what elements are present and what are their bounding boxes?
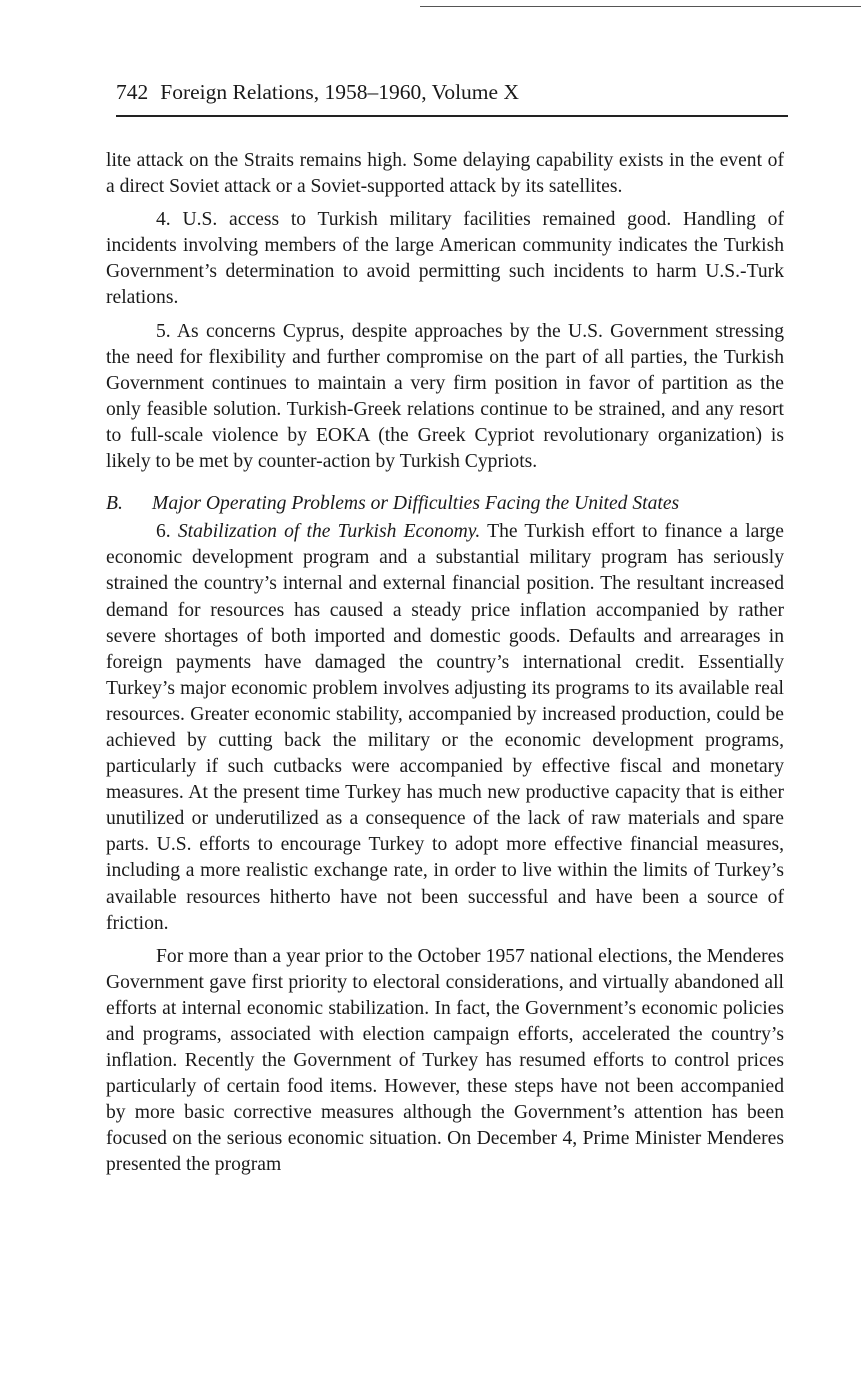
page-body [106,148,784,1179]
section-title: Major Operating Problems or Difficulties Facing the United States [152,493,680,515]
header-rule [116,115,788,117]
paragraph-6-number: 6. [156,521,171,543]
paragraph-6-title: Stabilization of the Turkish Economy. [177,521,481,543]
page-number: 742 [116,80,149,104]
paragraph-7: For more than a year prior to the October 1957 national elections, the Menderes Government gave first priority to electoral considerations, and virtually abandoned all efforts at internal economic stabilization. In fact, the Government’s economic policies and programs, associated with election campaign efforts, accelerated the country’s inflation. Recently the Government of Turkey has resumed efforts to control prices particularly of certain food items. However, these steps have not been accompanied by more basic corrective measures although the Government’s attention has been focused on the serious economic situation. On December 4, Prime Minister Menderes presented the program [106,945,784,1176]
running-header [116,78,788,106]
section-letter: B. [106,493,123,515]
paragraph-5: 5. As concerns Cyprus, despite approaches by the U.S. Government stressing the need for flexibility and further compromise on the part of all parties, the Turkish Government continues to maintain a very firm position in favor of partition as the only feasible solution. Turkish-Greek relations continue to be strained, and any resort to full-scale violence by EOKA (the Greek Cypriot revolutionary organization) is likely to be met by counter-action by Turkish Cypriots. [106,320,784,473]
paragraph-continued: lite attack on the Straits remains high. Some delaying capability exists in the event of a direct Soviet attack or a Soviet-supported attack by its satellites. [106,150,784,198]
running-title: Foreign Relations, 1958–1960, Volume X [160,80,519,104]
top-edge-rule [420,6,861,7]
section-heading-b [106,491,784,517]
paragraph-6 [106,519,784,937]
paragraph-6-body: The Turkish effort to finance a large economic development program and a substantial military program has seriously strained the country’s internal and external financial position. The resultant increased demand for resources has caused a steady price inflation accompanied by rather severe shortages of both imported and domestic goods. Defaults and arrearages in foreign payments have damaged the country’s international credit. Essentially Turkey’s major economic problem involves adjusting its programs to its available real resources. Greater economic stability, accompanied by increased production, could be achieved by cutting back the military or the economic development programs, particularly if such cutbacks were accompanied by effective fiscal and monetary measures. At the present time Turkey has much new productive capacity that is either unutilized or underutilized as a consequence of the lack of raw materials and spare parts. U.S. efforts to encourage Turkey to adopt more effective financial measures, including a more realistic exchange rate, in order to live within the limits of Turkey’s available resources hitherto have not been successful and have been a source of friction. [106,521,784,934]
paragraph-4: 4. U.S. access to Turkish military facilities remained good. Handling of incidents involving members of the large American community indicates the Turkish Government’s determination to avoid permitting such incidents to harm U.S.-Turk relations. [106,209,784,309]
